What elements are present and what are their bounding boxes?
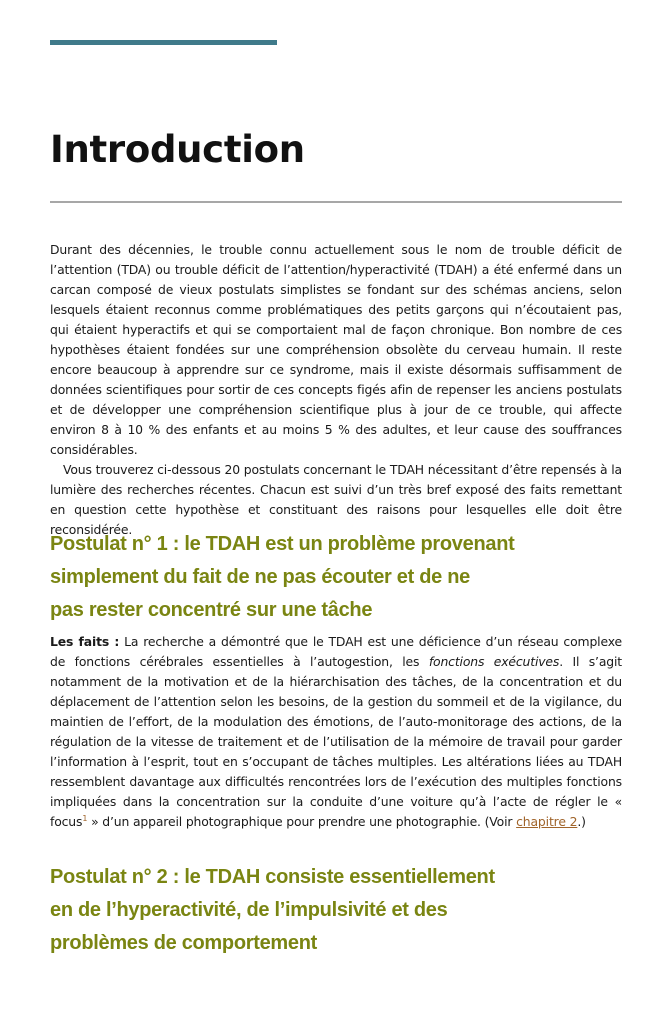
intro-section	[50, 240, 622, 540]
postulate-2-heading-line-3: problèmes de comportement	[50, 932, 318, 954]
facts-text-a: La recherche a démontré que le TDAH est une déficience d’un réseau complexe de fonctions cérébrales essentielles à l’autogestion, les	[50, 634, 622, 669]
chapter-accent-bar	[50, 40, 277, 45]
postulate-1-heading-line-2: simplement du fait de ne pas écouter et de ne	[50, 566, 470, 588]
chapter-2-link[interactable]: chapitre 2	[516, 814, 578, 829]
postulate-1-facts-paragraph	[50, 632, 622, 832]
footnote-reference[interactable]: 1	[82, 813, 88, 823]
postulate-1-heading-line-1: Postulat n° 1 : le TDAH est un problème provenant	[50, 533, 515, 555]
postulate-1-heading-line-3: pas rester concentré sur une tâche	[50, 599, 373, 621]
intro-paragraph-1: Durant des décennies, le trouble connu actuellement sous le nom de trouble déficit de l’attention (TDA) ou trouble déficit de l’attention/hyperactivité (TDAH) a été enfermé dans un carcan composé de vieux postulats simplistes se fondant sur des schémas anciens, selon lesquels étaient reconnus comme problématiques des petits garçons qui n’écoutaient pas, qui étaient hyperactifs et qui se comportaient mal de façon chronique. Bon nombre de ces hypothèses étaient fondées sur une compréhension obsolète du cerveau humain. Il reste encore beaucoup à apprendre sur ce syndrome, mais il existe désormais suffisamment de données scientifiques pour sortir de ces concepts figés afin de repenser les anciens postulats et de développer une compréhension scientifique plus à jour de ce trouble, qui affecte environ 8 à 10 % des enfants et au moins 5 % des adultes, et leur cause des souffrances considérables.	[50, 242, 622, 457]
postulate-2-section	[50, 861, 622, 960]
facts-text-d: .)	[577, 814, 586, 829]
postulate-1-section	[50, 528, 622, 832]
postulate-2-heading-line-1: Postulat n° 2 : le TDAH consiste essentiellement	[50, 866, 495, 888]
facts-text-b: . Il s’agit notamment de la motivation et de la hiérarchisation des tâches, de la concentration et du déplacement de l’attention selon les besoins, de la gestion du sommeil et de la vigilance, du maintien de l’effort, de la modulation des émotions, de l’auto-monitorage des actions, de la régulation de la vitesse de traitement et de l’utilisation de la mémoire de travail pour garder l’information à l’esprit, tout en s’occupant de tâches multiples. Les altérations liées au TDAH ressemblent davantage aux difficultés rencontrées lors de l’exécution des multiples fonctions impliquées dans la concentration sur la conduite d’une voiture qu’à l’acte de régler le « focus	[50, 654, 622, 829]
intro-paragraph-2: Vous trouverez ci-dessous 20 postulats concernant le TDAH nécessitant d’être repensés à la lumière des recherches récentes. Chacun est suivi d’un très bref exposé des faits remettant en question cette hypothèse et constituant des raisons pour lesquelles elle doit être reconsidérée.	[50, 462, 622, 537]
postulate-2-heading-line-2: en de l’hyperactivité, de l’impulsivité et des	[50, 899, 448, 921]
postulate-2-heading	[50, 861, 622, 960]
title-divider	[50, 201, 622, 203]
chapter-title: Introduction	[50, 128, 305, 171]
facts-label: Les faits :	[50, 634, 120, 649]
postulate-1-heading	[50, 528, 622, 627]
facts-text-italic: fonctions exécutives	[428, 654, 560, 669]
facts-text-c: » d’un appareil photographique pour prendre une photographie. (Voir	[87, 814, 517, 829]
